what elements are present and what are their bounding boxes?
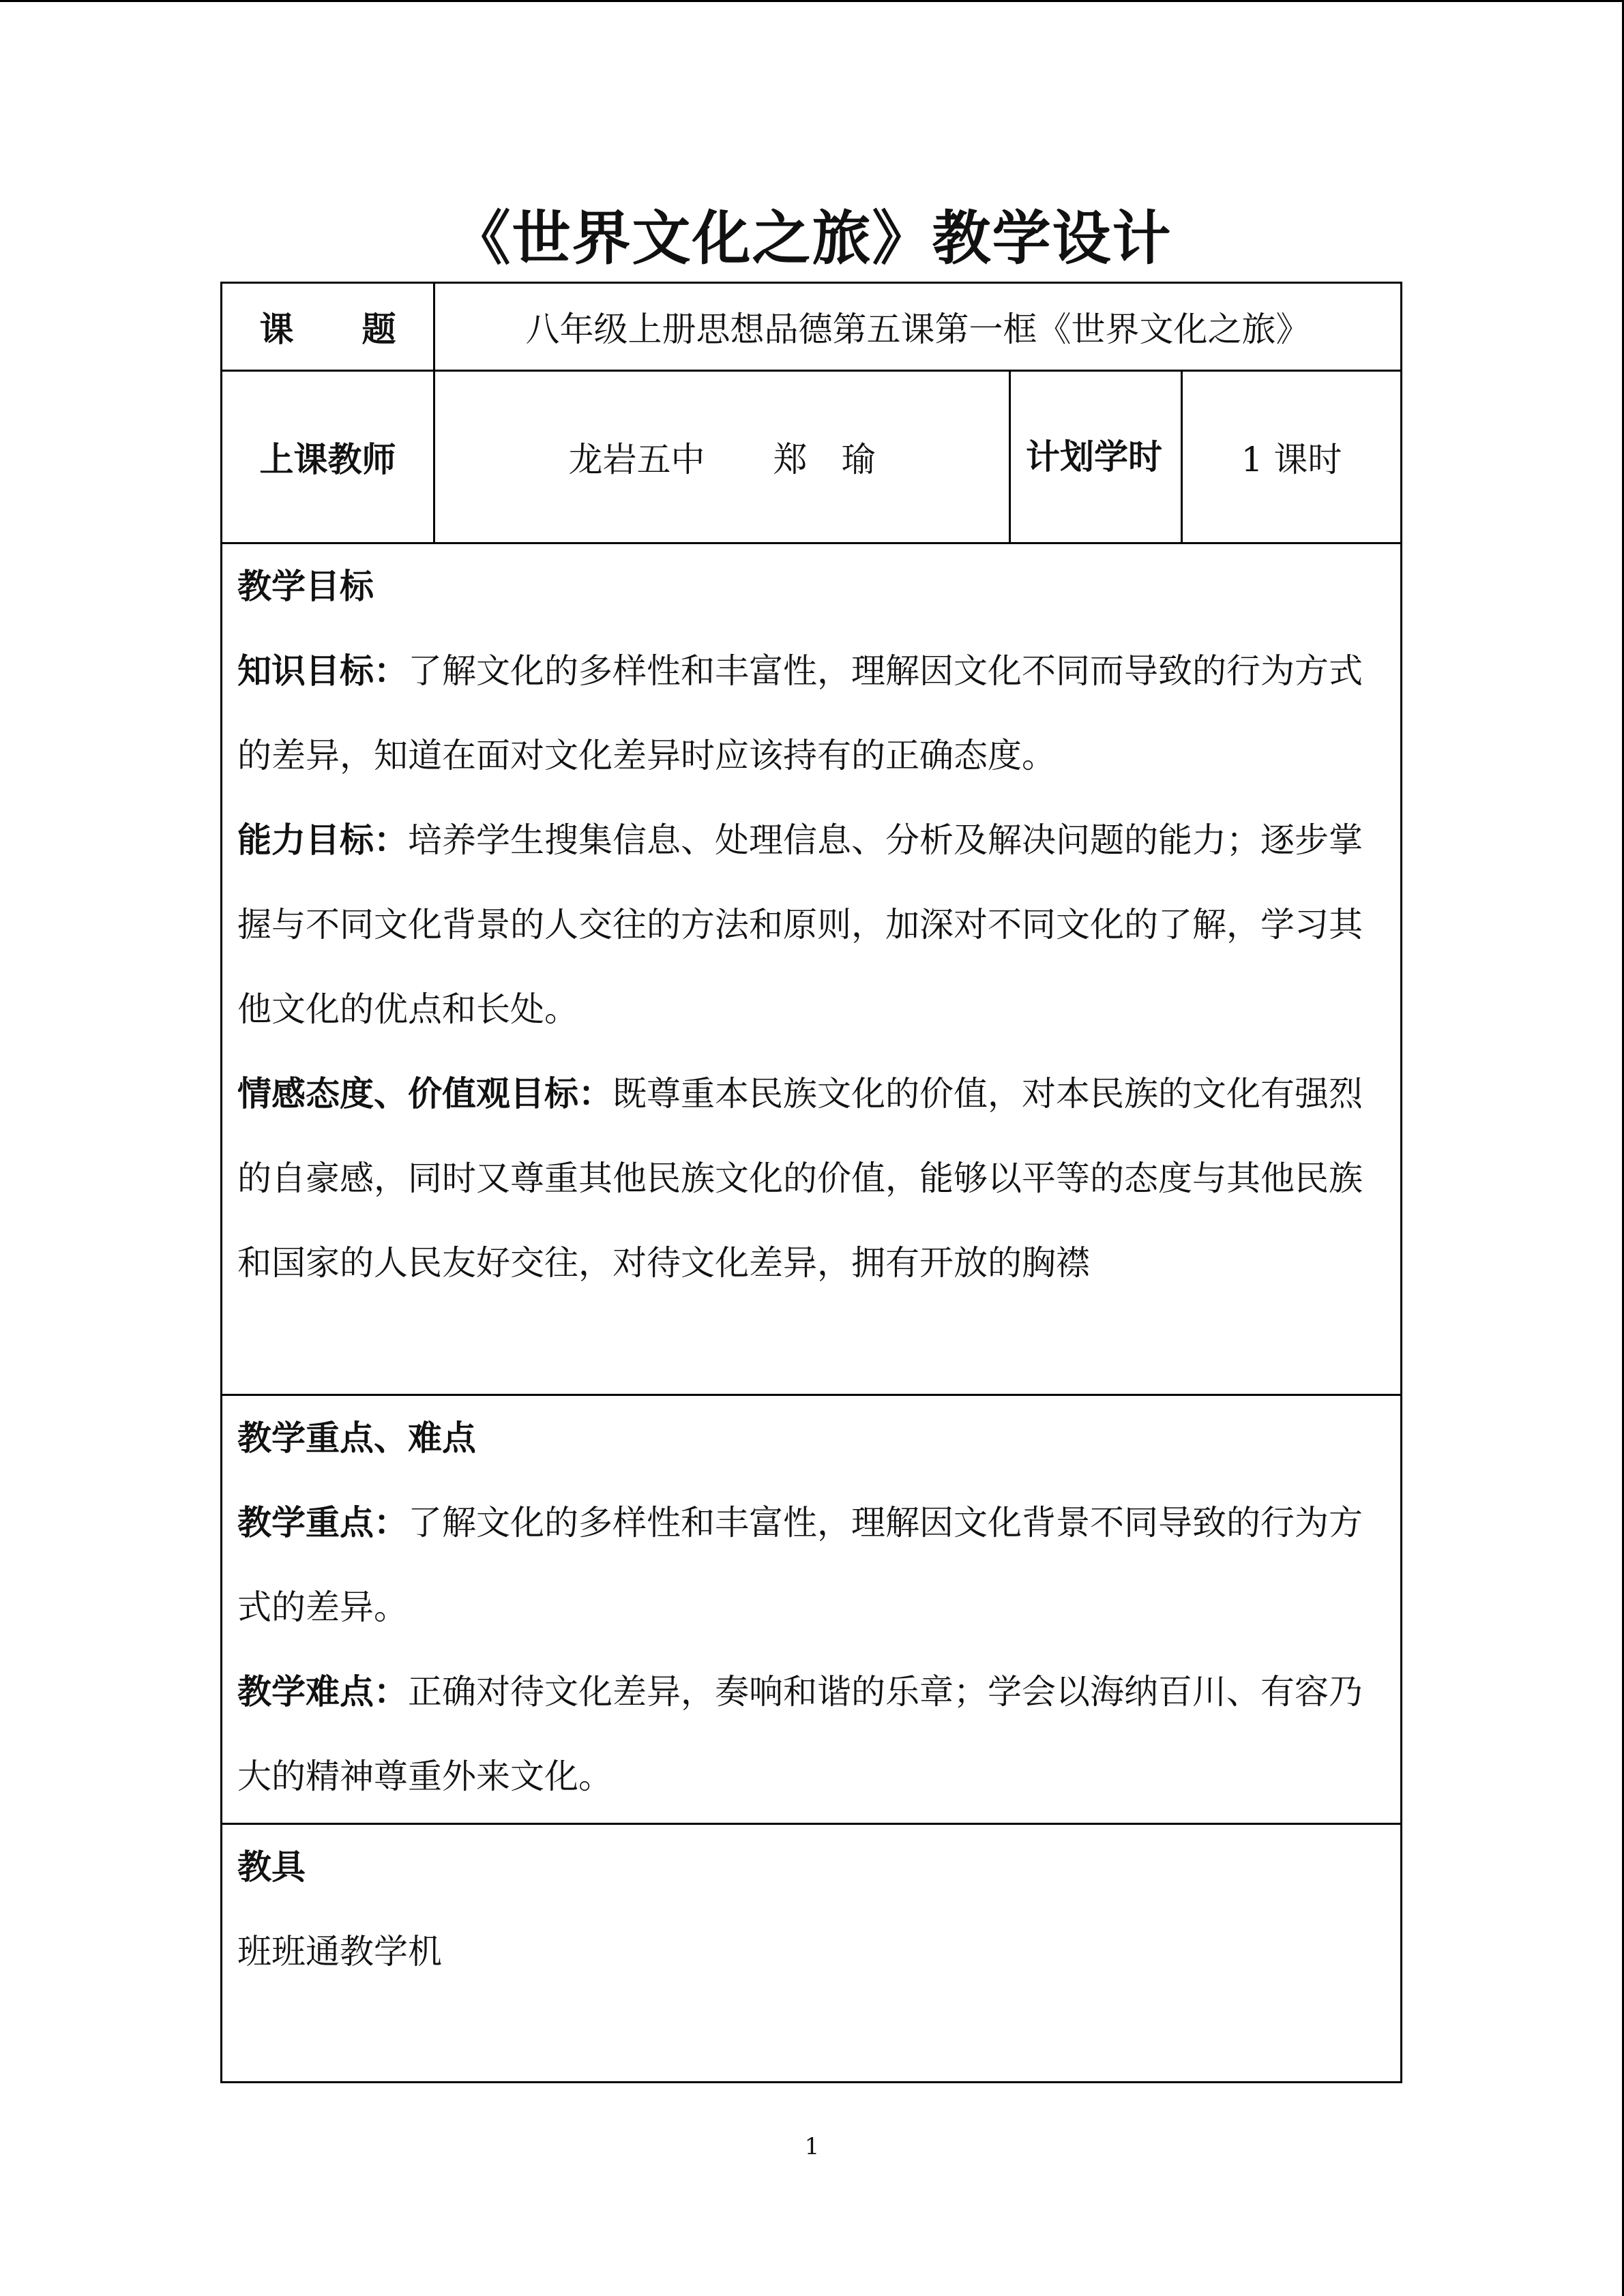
teacher-label: 上课教师 [222,371,434,543]
emotion-goal [237,1052,1385,1305]
goals-section [222,543,1402,1395]
goals-row [222,543,1402,1395]
difficulty-point [237,1650,1385,1819]
tools-heading: 教具 [237,1847,306,1887]
ability-goal-lead: 能力目标： [237,820,408,860]
lesson-plan-table [220,282,1402,2083]
keys-heading: 教学重点、难点 [237,1418,476,1458]
difficulty-point-text: 正确对待文化差异，奏响和谐的乐章；学会以海纳百川、有容乃大的精神尊重外来文化。 [237,1672,1363,1796]
tools-section [222,1824,1402,2083]
emotion-goal-lead: 情感态度、价值观目标： [237,1074,612,1114]
topic-row [222,283,1402,371]
teacher-value: 龙岩五中 郑 瑜 [434,371,1010,543]
planned-hours-value: 1 课时 [1182,371,1402,543]
key-point [237,1480,1385,1650]
tools-text: 班班通教学机 [237,1932,442,1971]
teacher-row [222,371,1402,543]
key-point-lead: 教学重点： [237,1503,408,1542]
goals-heading: 教学目标 [237,567,374,606]
knowledge-goal-text: 了解文化的多样性和丰富性，理解因文化不同而导致的行为方式的差异，知道在面对文化差异时应该持有的正确态度。 [237,651,1363,775]
ability-goal-text: 培养学生搜集信息、处理信息、分析及解决问题的能力；逐步掌握与不同文化背景的人交往的方法和原则，加深对不同文化的了解，学习其他文化的优点和长处。 [237,820,1363,1029]
keys-row [222,1395,1402,1824]
ability-goal [237,798,1385,1052]
difficulty-point-lead: 教学难点： [237,1672,408,1712]
knowledge-goal [237,629,1385,798]
topic-label: 课 题 [222,283,434,371]
tools-row [222,1824,1402,2083]
key-point-text: 了解文化的多样性和丰富性，理解因文化背景不同导致的行为方式的差异。 [237,1503,1363,1627]
planned-hours-label: 计划学时 [1010,371,1182,543]
keys-section [222,1395,1402,1824]
document-title: 《世界文化之旅》教学设计 [452,205,1172,273]
page-number: 1 [804,2133,820,2160]
topic-value: 八年级上册思想品德第五课第一框《世界文化之旅》 [434,283,1402,371]
emotion-goal-text: 既尊重本民族文化的价值，对本民族的文化有强烈的自豪感，同时又尊重其他民族文化的价值，能够以平等的态度与其他民族和国家的人民友好交往，对待文化差异，拥有开放的胸襟 [237,1074,1363,1283]
knowledge-goal-lead: 知识目标： [237,651,408,691]
